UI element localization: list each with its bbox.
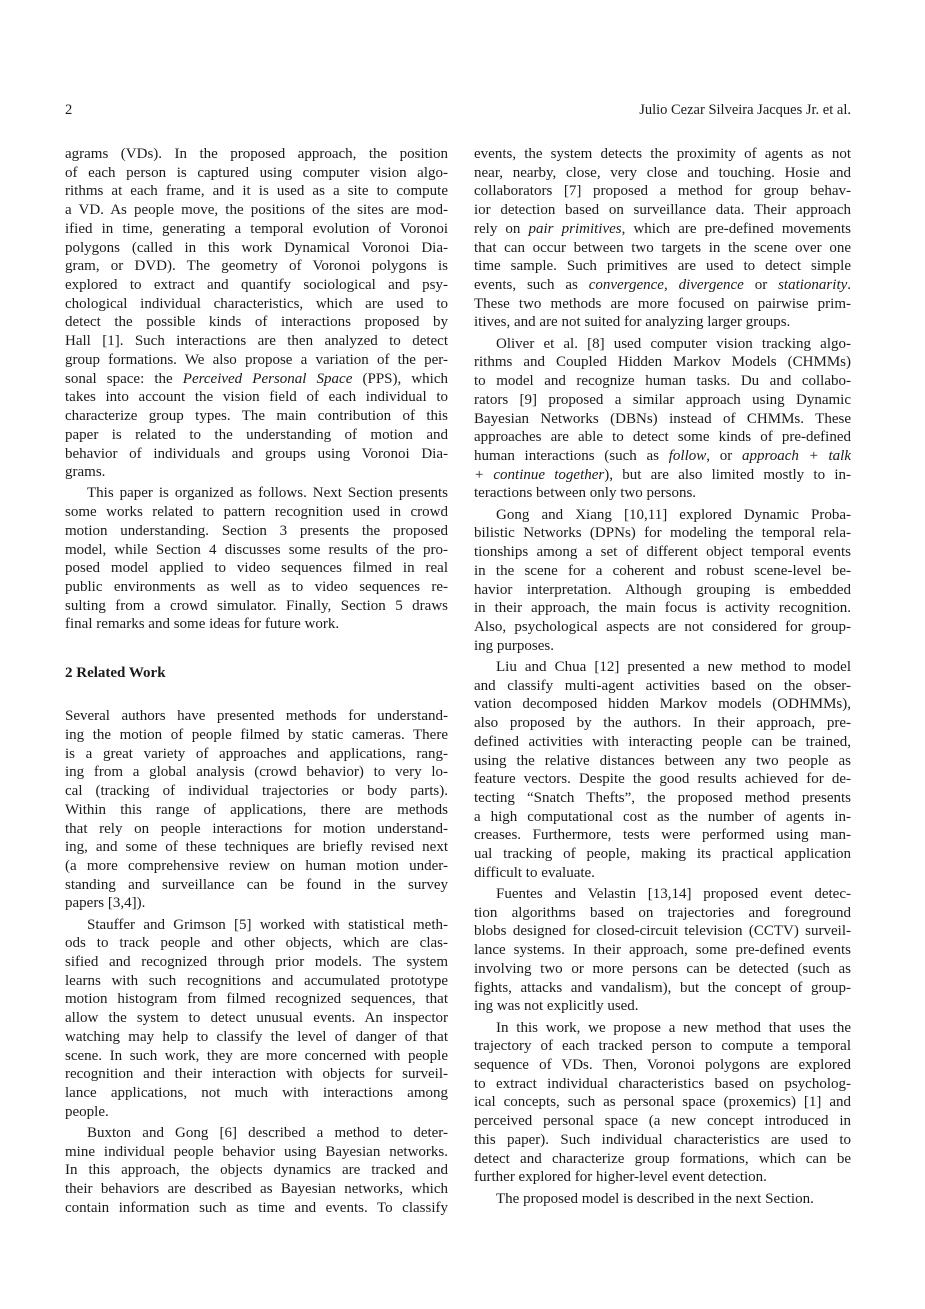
right-column [474, 145, 851, 1208]
text-line: gram, or DVD). The geometry of Voronoi polygons is [65, 258, 448, 275]
paragraph-gong-xiang [474, 506, 851, 656]
text-line: tionships among a set of different object temporal events [474, 544, 851, 561]
text-line: Within this range of applications, there are methods [65, 801, 448, 818]
text-line: papers [3,4]). [65, 895, 146, 912]
term-continue-together: + continue together [474, 466, 605, 483]
text-line: sulting from a crowd simulator. Finally, Section 5 draws [65, 597, 448, 614]
text-fragment: , which are pre-defined movements [621, 220, 851, 237]
text-line: final remarks and some ideas for future work. [65, 616, 340, 633]
text-line: rithms at each frame, and it is used as a site to compute [65, 183, 448, 200]
text-line: explored to extract and quantify sociological and psy- [65, 277, 448, 294]
text-line: a VD. As people move, the positions of the sites are mod- [65, 202, 448, 219]
text-line: group formations. We also propose a variation of the per- [65, 351, 448, 368]
term-pair-primitives: pair primitives [528, 220, 622, 237]
text-line: to model and recognize human tasks. Du and collabo- [474, 373, 851, 390]
text-line: Several authors have presented methods for understand- [65, 708, 448, 725]
text-line: motion histogram from filmed recognized sequences, that [65, 991, 448, 1008]
text-fragment: , [663, 277, 679, 294]
text-line: recognition and their interaction with objects for surveil- [65, 1066, 448, 1083]
text-line-pair-primitives [474, 220, 851, 239]
term-perceived-personal-space: Perceived Personal Space [182, 370, 353, 387]
text-line-pps [65, 370, 448, 389]
left-column [65, 145, 448, 1218]
page-header [65, 102, 851, 122]
text-line: teractions between only two persons. [474, 485, 697, 502]
text-line: takes into account the vision field of each individual to [65, 389, 448, 406]
text-line: ing purposes. [474, 637, 554, 654]
text-line: near, nearby, close, very close and touching. Hosie and [474, 164, 851, 181]
text-line: perceived personal space (a new concept introduced in [474, 1113, 851, 1130]
text-line: cal (tracking of individual trajectories or body parts). [65, 783, 448, 800]
text-line: learns with such recognitions and accumulated prototype [65, 972, 448, 989]
text-line: Gong and Xiang [10,11] explored Dynamic Proba- [496, 506, 851, 523]
text-line: blobs designed for closed-circuit television (CCTV) surveil- [474, 923, 851, 940]
text-line-events [474, 276, 851, 295]
paragraph-buxton-gong [65, 1124, 448, 1218]
text-line: havior interpretation. Although grouping is embedded [474, 581, 851, 598]
text-line: ual tracking of people, making its practical application [474, 846, 851, 863]
text-line: paper is related to the understanding of motion and [65, 426, 448, 443]
text-line: defined activities with interacting people can be trained, [474, 733, 851, 750]
text-line: of each person is captured using computer vision algo- [65, 164, 448, 181]
text-line: ior detection based on surveillance data. Their approach [474, 202, 851, 219]
text-line-continue [474, 466, 851, 485]
text-line: their behaviors are described as Bayesian networks, which [65, 1181, 448, 1198]
running-head-authors: Julio Cezar Silveira Jacques Jr. et al. [639, 102, 851, 118]
text-line: also proposed by the authors. In their approach, pre- [474, 715, 851, 732]
text-line: Fuentes and Velastin [13,14] proposed event detec- [496, 886, 851, 903]
text-line: lance systems. In their approach, some pre-defined events [474, 942, 851, 959]
text-line: polygons (called in this work Dynamical Voronoi Dia- [65, 239, 448, 256]
text-line: tecting “Snatch Thefts”, the proposed method presents [474, 789, 851, 806]
text-line: some works related to pattern recognition used in crowd [65, 504, 448, 521]
text-line: rators [9] proposed a similar approach using Dynamic [474, 391, 851, 408]
text-line: ified in time, generating a temporal evolution of Voronoi [65, 220, 448, 237]
text-line: ing, and some of these techniques are briefly revised next [65, 839, 448, 856]
text-line: involving two or more persons can be detected (such as [474, 960, 851, 977]
text-line: model, while Section 4 discusses some results of the pro- [65, 541, 448, 558]
text-line: in their approach, the main focus is activity recognition. [474, 600, 851, 617]
text-line: Liu and Chua [12] presented a new method to model [496, 658, 851, 675]
paragraph-organization [65, 484, 448, 634]
text-line: ical concepts, such as personal space (proxemics) [1] and [474, 1094, 851, 1111]
text-line: detect the possible kinds of interactions proposed by [65, 314, 448, 331]
text-line: to extract individual characteristics based on psycholog- [474, 1075, 851, 1092]
text-line: Buxton and Gong [6] described a method to deter- [87, 1125, 448, 1141]
page-number: 2 [65, 102, 73, 118]
text-line: and classify multi-agent activities based on the obser- [474, 677, 851, 694]
text-line: Hall [1]. Such interactions are then analyzed to detect [65, 333, 448, 350]
text-fragment: or [743, 277, 779, 294]
paragraph-fuentes-velastin [474, 885, 851, 1016]
text-line: ing from a global analysis (crowd behavior) to very lo- [65, 764, 448, 781]
text-line: time sample. Such primitives are used to detect simple [474, 258, 851, 275]
paragraph-liu-chua [474, 658, 851, 883]
paragraph-intro-continued [65, 145, 448, 482]
text-line: ing the motion of people filmed by static cameras. There [65, 726, 448, 743]
text-line: Also, psychological aspects are not considered for group- [474, 618, 851, 635]
text-line: standing and surveillance can be found in the survey [65, 876, 448, 893]
text-line: The proposed model is described in the next Section. [496, 1190, 814, 1207]
paragraph-hosie [474, 145, 851, 332]
text-line: mine individual people behavior using Bayesian networks. [65, 1143, 448, 1160]
text-line: characterize group types. The main contribution of this [65, 408, 448, 425]
text-line: sequence of VDs. Then, Voronoi polygons are explored [474, 1057, 851, 1073]
text-line: events, the system detects the proximity of agents as not [474, 146, 851, 162]
text-line: Bayesian Networks (DBNs) instead of CHMMs. These [474, 410, 851, 427]
text-line: allow the system to detect unusual events. An inspector [65, 1010, 448, 1027]
text-line: contain information such as time and events. To classify [65, 1199, 448, 1216]
text-line: itives, and are not suited for analyzing larger groups. [474, 314, 791, 331]
text-line: (a more comprehensive review on human motion under- [65, 857, 448, 874]
paragraph-related-work-intro [65, 707, 448, 913]
text-line: in the scene for a coherent and robust scene-level be- [474, 562, 851, 579]
paragraph-this-work [474, 1019, 851, 1187]
text-line: watching may help to classify the level of danger of that [65, 1028, 448, 1045]
text-fragment: human interactions (such as [474, 448, 669, 464]
text-line: vation decomposed hidden Markov models (ODHMMs), [474, 696, 851, 713]
text-line: collaborators [7] proposed a method for group behav- [474, 183, 851, 200]
text-line: scene. In such work, they are more concerned with people [65, 1047, 448, 1064]
paragraph-next-section [474, 1190, 851, 1209]
paragraph-oliver [474, 335, 851, 503]
text-line: is a great variety of approaches and applications, rang- [65, 745, 448, 762]
text-line: feature vectors. Despite the good results achieved for de- [474, 771, 851, 788]
term-approach-talk: approach + talk [741, 448, 851, 464]
text-fragment: (PPS), which [352, 370, 449, 387]
paragraph-stauffer-grimson [65, 916, 448, 1122]
text-line-follow [474, 447, 851, 466]
text-line: behavior of individuals and groups using Voronoi Dia- [65, 445, 448, 462]
text-line: ods to track people and other objects, which are clas- [65, 935, 448, 952]
text-line: detect and characterize group formations, which can be [474, 1150, 851, 1167]
term-convergence: convergence [588, 277, 664, 294]
text-line: public environments as well as to video sequences re- [65, 579, 448, 596]
term-follow: follow [668, 448, 707, 464]
text-line: This paper is organized as follows. Next Section presents [87, 485, 448, 502]
term-divergence: divergence [678, 277, 744, 294]
text-fragment: ), but are also limited mostly to in- [604, 466, 851, 483]
text-line: that can occur between two targets in the scene over one [474, 239, 851, 256]
term-stationarity: stationarity [778, 277, 848, 294]
text-line: posed model applied to video sequences filmed in real [65, 560, 448, 577]
text-line: motion understanding. Section 3 presents the proposed [65, 522, 448, 539]
text-fragment: rely on [474, 220, 529, 237]
text-line: difficult to evaluate. [474, 864, 595, 881]
text-fragment: events, such as [474, 277, 589, 294]
text-line: chological individual characteristics, which are used to [65, 295, 448, 312]
text-line: rithms and Coupled Hidden Markov Models (CHMMs) [474, 354, 851, 371]
text-fragment: , or [706, 448, 742, 464]
text-line: creases. Furthermore, tests were performed using man- [474, 827, 851, 844]
text-line: tion algorithms based on trajectories and foreground [474, 904, 851, 921]
text-line: ing was not explicitly used. [474, 998, 639, 1015]
text-line: that rely on people interactions for motion understand- [65, 820, 448, 837]
text-line: In this work, we propose a new method that uses the [496, 1019, 851, 1036]
text-line: In this approach, the objects dynamics are tracked and [65, 1162, 448, 1179]
text-line: a high computational cost as the number of agents in- [474, 808, 851, 825]
text-line: lance applications, not much with interactions among [65, 1085, 448, 1102]
text-line: agrams (VDs). In the proposed approach, the position [65, 146, 448, 162]
text-line: approaches are able to detect some kinds of pre-defined [474, 429, 851, 446]
text-line: people. [65, 1103, 109, 1120]
section-heading-related-work: 2 Related Work [65, 665, 166, 682]
text-fragment: sonal space: the [65, 370, 183, 387]
text-line: grams. [65, 464, 106, 481]
text-line: using the relative distances between any two people as [474, 752, 851, 769]
text-line: trajectory of each tracked person to compute a temporal [474, 1038, 851, 1055]
text-line: These two methods are more focused on pairwise prim- [474, 295, 851, 312]
text-line: further explored for higher-level event detection. [474, 1169, 767, 1186]
text-line: sified and recognized through prior models. The system [65, 954, 448, 971]
text-line: fights, attacks and vandalism), but the concept of group- [474, 979, 851, 996]
text-line: Stauffer and Grimson [5] worked with statistical meth- [87, 916, 448, 933]
text-line: this paper). Such individual characteristics are used to [474, 1131, 851, 1148]
text-line: Oliver et al. [8] used computer vision tracking algo- [496, 335, 851, 352]
text-fragment: . [847, 277, 852, 294]
text-line: bilistic Networks (DPNs) for modeling the temporal rela- [474, 525, 851, 542]
